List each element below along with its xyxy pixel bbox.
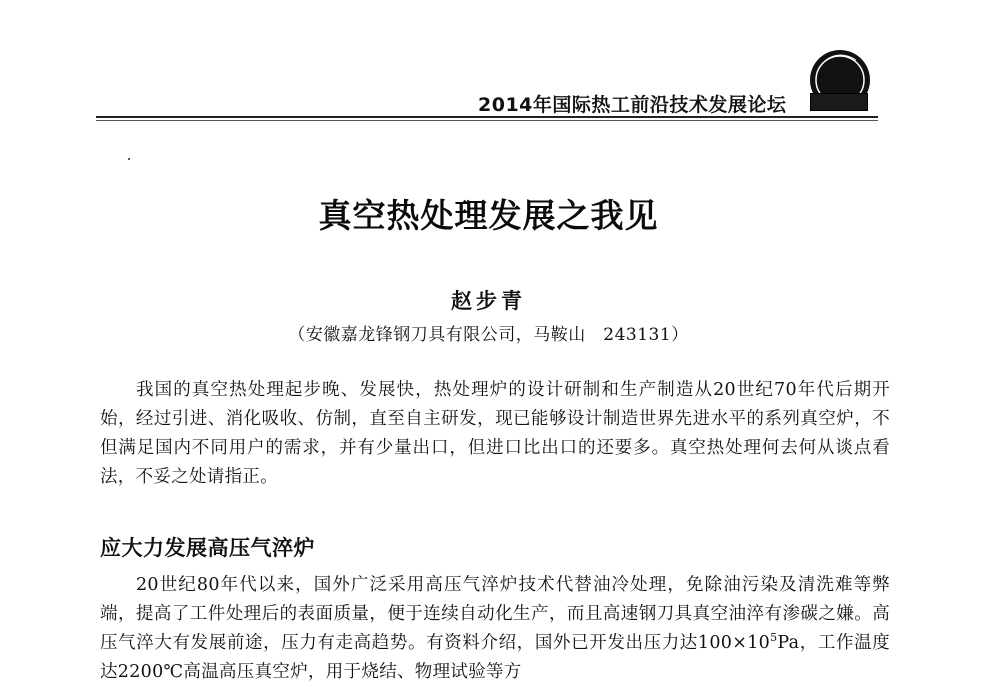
logo-tag	[810, 93, 868, 111]
intro-paragraph: 我国的真空热处理起步晚、发展快，热处理炉的设计研制和生产制造从20世纪70年代后期开始，经过引进、消化吸收、仿制，直至自主研发，现已能够设计制造世界先进水平的系列真空炉，不但满足国内不同用户的需求，并有少量出口，但进口比出口的还要多。真空热处理何去何从谈点看法，不妥之处请指正。	[100, 380, 890, 487]
running-header	[0, 0, 1000, 120]
section-heading: 应大力发展高压气淬炉	[100, 536, 315, 560]
section-paragraph-text-1: 20世纪80年代以来，国外广泛采用高压气淬炉技术代替油冷处理，免除油污染及清洗难等弊端，提高了工件处理后的表面质量，便于连续自动化生产，而且高速钢刀具真空油淬有渗碳之嫌。高压气淬大有发展前途，压力有走高趋势。有资料介绍，国外已开发出压力达100×10	[100, 575, 890, 653]
scan-speck	[128, 158, 130, 160]
section-paragraph-text-2: Pa，工作温度达2200℃高温高压真空炉，用于烧结、物理试验等方	[100, 633, 890, 682]
article-title: 真空热处理发展之我见	[318, 196, 659, 235]
section-paragraph	[100, 571, 890, 687]
author-name: 赵步青	[451, 288, 526, 313]
author-affiliation: （安徽嘉龙锋钢刀具有限公司，马鞍山 243131）	[288, 325, 689, 345]
header-rule-thin	[96, 120, 878, 121]
forum-title: 2014年国际热工前沿技术发展论坛	[478, 94, 787, 116]
exponent: 5	[770, 631, 778, 645]
header-rule	[96, 116, 878, 118]
